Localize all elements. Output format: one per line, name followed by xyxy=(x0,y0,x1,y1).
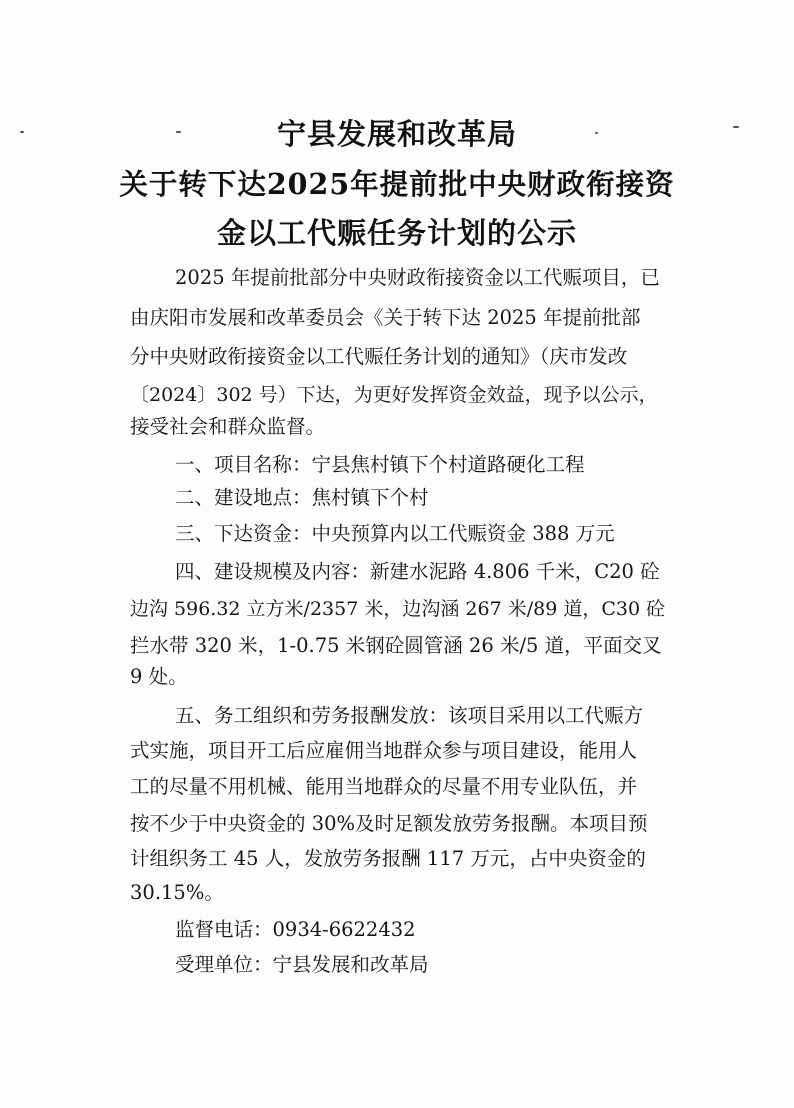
intro-paragraph-line: 接受社会和群众监督。 xyxy=(130,415,326,438)
document-title-line-1: 关于转下达2025年提前批中央财政衔接资 xyxy=(119,167,675,201)
item-scope-line: 拦水带 320 米，1-0.75 米钢砼圆管涵 26 米/5 道，平面交叉 xyxy=(130,634,662,657)
item-labor-line: 五、务工组织和劳务报酬发放：该项目采用以工代赈方 xyxy=(175,704,644,727)
item-scope-line: 边沟 596.32 立方米/2357 米，边沟涵 267 米/89 道，C30 砼 xyxy=(130,598,666,620)
item-labor-line: 按不少于中央资金的 30%及时足额发放劳务报酬。本项目预 xyxy=(130,812,648,835)
item-project-name: 一、项目名称：宁县焦村镇下个村道路硬化工程 xyxy=(175,453,585,476)
document-title-line-2: 金以工代赈任务计划的公示 xyxy=(216,216,577,250)
item-labor-line: 工的尽量不用机械、能用当地群众的尽量不用专业队伍，并 xyxy=(130,775,638,798)
item-labor-line: 计组织务工 45 人，发放劳务报酬 117 万元，占中央资金的 xyxy=(130,847,646,870)
intro-paragraph-line: 2025 年提前批部分中央财政衔接资金以工代赈项目，已 xyxy=(175,266,660,289)
item-labor-line: 30.15%。 xyxy=(130,881,224,904)
item-labor-line: 式实施，项目开工后应雇佣当地群众参与项目建设，能用人 xyxy=(130,739,638,762)
item-scope-line: 9 处。 xyxy=(130,665,188,688)
supervision-phone: 监督电话：0934-6622432 xyxy=(175,918,416,941)
intro-paragraph-line: 〔2024〕302 号）下达，为更好发挥资金效益，现予以公示， xyxy=(130,384,658,406)
intro-paragraph-line: 由庆阳市发展和改革委员会《关于转下达 2025 年提前批部 xyxy=(130,306,641,329)
item-location: 二、建设地点：焦村镇下个村 xyxy=(175,486,429,509)
document-title-issuer: 宁县发展和改革局 xyxy=(276,117,517,151)
item-scope-line: 四、建设规模及内容：新建水泥路 4.806 千米，C20 砼 xyxy=(175,560,660,583)
intro-paragraph-line: 分中央财政衔接资金以工代赈任务计划的通知》（庆市发改 xyxy=(130,345,628,368)
receiving-unit: 受理单位：宁县发展和改革局 xyxy=(175,953,429,976)
item-funding: 三、下达资金：中央预算内以工代赈资金 388 万元 xyxy=(175,522,615,545)
